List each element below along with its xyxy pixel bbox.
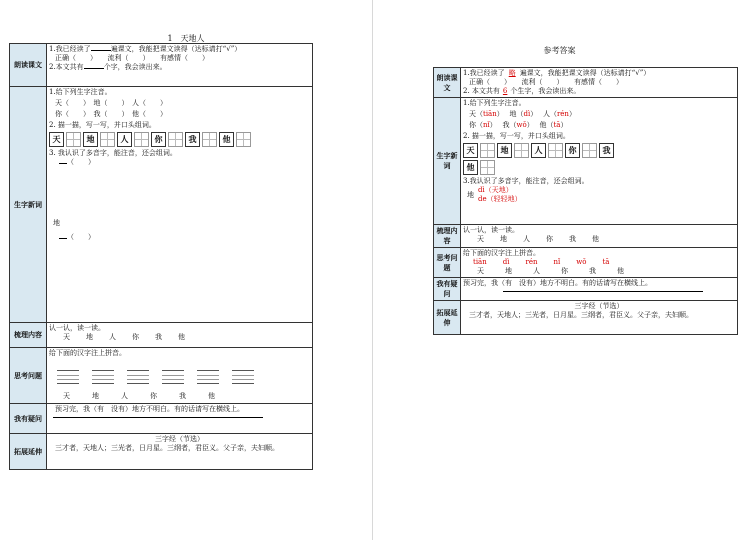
answer-page: [374, 0, 745, 540]
question: 2. 描一描，写一写，并口头组词。: [463, 132, 570, 140]
text: 预习完，我（有 没有）地方不明白。有的话请写在横线上。: [55, 405, 244, 413]
char: 你: [561, 267, 568, 275]
answer: de（轻轻地）: [478, 195, 522, 203]
pinyin-box[interactable]: [57, 370, 79, 384]
char-cell: 你: [565, 143, 580, 158]
char: 人: [523, 235, 530, 243]
pinyin-box[interactable]: [197, 370, 219, 384]
text: 预习完，我（有 没有）地方不明白。有的话请写在横线上。: [463, 279, 652, 287]
char: 他: [592, 235, 599, 243]
row-label: 我有疑问: [434, 278, 461, 301]
empty-cell[interactable]: [202, 132, 217, 147]
char: 我: [155, 333, 162, 341]
char-cell: 人: [531, 143, 546, 158]
question: 2. 描一描，写一写，并口头组词。: [49, 121, 156, 129]
row-content: [47, 323, 313, 348]
row-extend: [10, 434, 313, 470]
row-label: 思考问题: [10, 348, 47, 404]
writing-grid: [463, 160, 735, 175]
poem-title: 三字经（节选）: [574, 302, 624, 310]
row-words: [434, 98, 738, 225]
row-label: 朗读课文: [10, 44, 47, 87]
row-content: [47, 434, 313, 470]
char-cell: 地: [83, 132, 98, 147]
pinyin-box[interactable]: [232, 370, 254, 384]
empty-cell[interactable]: [66, 132, 81, 147]
row-label: 梳理内容: [10, 323, 47, 348]
char: 我: [502, 121, 510, 129]
empty-cell: [548, 143, 563, 158]
row-reading: [434, 68, 738, 98]
empty-cell[interactable]: [168, 132, 183, 147]
row-label: 生字新词: [10, 87, 47, 323]
char: 你: [469, 121, 476, 129]
pinyin: dì: [523, 110, 531, 118]
row-content: 1.给下列生字注音。 天（tiān） 地（dì） 人（rén） 你（nǐ） 我（wǒ） 他（tā） 2. 描一描，写一写，并口头组词。 天 地 人 你 我 他 3.我认识了多音字，能注音，还会组词。 地 dì（天地） de（轻轻地）: [461, 98, 738, 225]
row-content: [461, 301, 738, 335]
empty-cell[interactable]: [100, 132, 115, 147]
writing-grid: [463, 143, 735, 158]
pinyin-box[interactable]: [162, 370, 184, 384]
char-cell: 地: [497, 143, 512, 158]
char: 他: [539, 121, 547, 129]
char: 他: [178, 333, 185, 341]
empty-cell: [514, 143, 529, 158]
char: 人: [109, 333, 116, 341]
char-cell: 他: [463, 160, 478, 175]
char: 天: [63, 392, 70, 400]
worksheet-table: [9, 43, 313, 470]
writing-grid: [49, 132, 310, 147]
answer-table: [433, 67, 738, 335]
answer-line[interactable]: [53, 417, 263, 418]
text: 1.我已经读了: [463, 69, 505, 77]
char: 他: [617, 267, 624, 275]
poem-text: 三才者，天地人；三光者，日月星。三纲者，君臣义。父子亲，夫妇顺。: [469, 311, 693, 319]
empty-cell[interactable]: [236, 132, 251, 147]
pinyin: tā: [602, 258, 610, 266]
char: 你: [132, 333, 139, 341]
char-cell: 你: [151, 132, 166, 147]
row-extend: [434, 301, 738, 335]
answer-blank[interactable]: [59, 163, 67, 164]
text: （ ）: [67, 158, 95, 166]
row-content: [461, 278, 738, 301]
empty-cell: [480, 160, 495, 175]
char: 我: [569, 235, 576, 243]
text: 2. 本文共有: [463, 87, 500, 95]
row-words: [10, 87, 313, 323]
pinyin: tiān: [483, 110, 497, 118]
checklist: 正确（ ） 流利（ ） 有感情（ ）: [469, 78, 623, 86]
pinyin: nǐ: [483, 121, 490, 129]
pinyin-boxes: [57, 370, 310, 384]
char: 地: [86, 333, 93, 341]
char: 地: [509, 110, 517, 118]
question: 1.给下列生字注音。: [49, 88, 112, 96]
poly-char: 地: [467, 190, 474, 199]
char: 我: [179, 392, 186, 400]
empty-cell: [582, 143, 597, 158]
worksheet-page: [0, 0, 372, 540]
text: 认一认，读一读。: [463, 226, 519, 234]
row-content: [47, 44, 313, 87]
page-title: 1 天地人: [167, 34, 205, 43]
row-think: [10, 348, 313, 404]
row-content: [461, 248, 738, 278]
answer-blank[interactable]: [59, 238, 67, 239]
answer-blank[interactable]: [91, 50, 111, 51]
pinyin: tiān: [473, 258, 487, 266]
text: 个生字，我会读出来。: [510, 87, 581, 95]
pinyin: wǒ: [576, 258, 587, 266]
poem-text: 三才者，天地人；三光者，日月星。三纲者，君臣义。父子亲，夫妇顺。: [55, 444, 279, 452]
empty-cell: [480, 143, 495, 158]
question: 1.给下列生字注音。: [463, 99, 526, 107]
text: 2.本文共有: [49, 63, 84, 71]
char: 你: [150, 392, 157, 400]
row-label: 朗读课文: [434, 68, 461, 98]
page-title: 参考答案: [543, 46, 576, 55]
text: 认一认，读一读。: [49, 324, 105, 332]
pinyin: nǐ: [553, 258, 561, 266]
row-question: [10, 404, 313, 434]
empty-cell[interactable]: [134, 132, 149, 147]
char-cell: 天: [463, 143, 478, 158]
poly-char: 地: [53, 219, 60, 227]
pinyin: rén: [525, 258, 538, 266]
row-review: [10, 323, 313, 348]
pinyin: rén: [556, 110, 569, 118]
row-question: [434, 278, 738, 301]
pinyin-line: 天（ ） 地（ ） 人（ ）: [55, 99, 167, 107]
text: 1.我已经读了: [49, 45, 91, 53]
row-content: [47, 404, 313, 434]
row-label: 拓展延伸: [10, 434, 47, 470]
row-review: [434, 225, 738, 248]
row-content: [47, 348, 313, 404]
char: 你: [546, 235, 553, 243]
char: 天: [63, 333, 70, 341]
answer: dì（天地）: [478, 186, 513, 194]
char: 人: [121, 392, 128, 400]
answer: 略: [508, 69, 516, 77]
row-think: [434, 248, 738, 278]
row-label: 我有疑问: [10, 404, 47, 434]
answer-blank[interactable]: [84, 68, 104, 69]
pinyin: dì: [502, 258, 510, 266]
row-label: 生字新词: [434, 98, 461, 225]
row-content: [461, 68, 738, 98]
row-reading: [10, 44, 313, 87]
text: 遍课文，我能把课文读得（达标请打“√”）: [519, 69, 651, 77]
row-label: 梳理内容: [434, 225, 461, 248]
char: 地: [92, 392, 99, 400]
question: 3.我认识了多音字，能注音，还会组词。: [463, 177, 589, 185]
text: 个字，我会读出来。: [103, 63, 167, 71]
text: 遍课文，我能把课文读得（达标请打“√”）: [110, 45, 242, 53]
row-content: [47, 87, 313, 323]
pinyin: tā: [553, 121, 561, 129]
question: 3. 我认识了多音字，能注音，还会组词。: [49, 149, 177, 157]
char-cell: 人: [117, 132, 132, 147]
pinyin-box[interactable]: [92, 370, 114, 384]
char: 天: [469, 110, 476, 118]
page-divider: [372, 0, 373, 540]
text: （ ）: [67, 233, 95, 241]
row-content: [461, 225, 738, 248]
checklist: 正确（ ） 流利（ ） 有感情（ ）: [55, 54, 209, 62]
text: 给下面的汉字注上拼音。: [49, 349, 126, 357]
char-cell: 天: [49, 132, 64, 147]
poem-title: 三字经（节选）: [155, 435, 204, 443]
char: 地: [500, 235, 507, 243]
char: 人: [542, 110, 550, 118]
pinyin-line: 你（ ） 我（ ） 他（ ）: [55, 110, 167, 118]
answer-line: [503, 291, 703, 292]
char-cell: 我: [185, 132, 200, 147]
answer: 6: [502, 87, 508, 95]
char-cell: 我: [599, 143, 614, 158]
char: 地: [505, 267, 512, 275]
pinyin-box[interactable]: [127, 370, 149, 384]
char: 天: [477, 267, 484, 275]
char: 人: [533, 267, 540, 275]
char: 他: [208, 392, 215, 400]
pinyin: wǒ: [516, 121, 527, 129]
char: 我: [589, 267, 596, 275]
row-label: 思考问题: [434, 248, 461, 278]
char-cell: 他: [219, 132, 234, 147]
char: 天: [477, 235, 484, 243]
text: 给下面的汉字注上拼音。: [463, 249, 540, 257]
row-label: 拓展延伸: [434, 301, 461, 335]
